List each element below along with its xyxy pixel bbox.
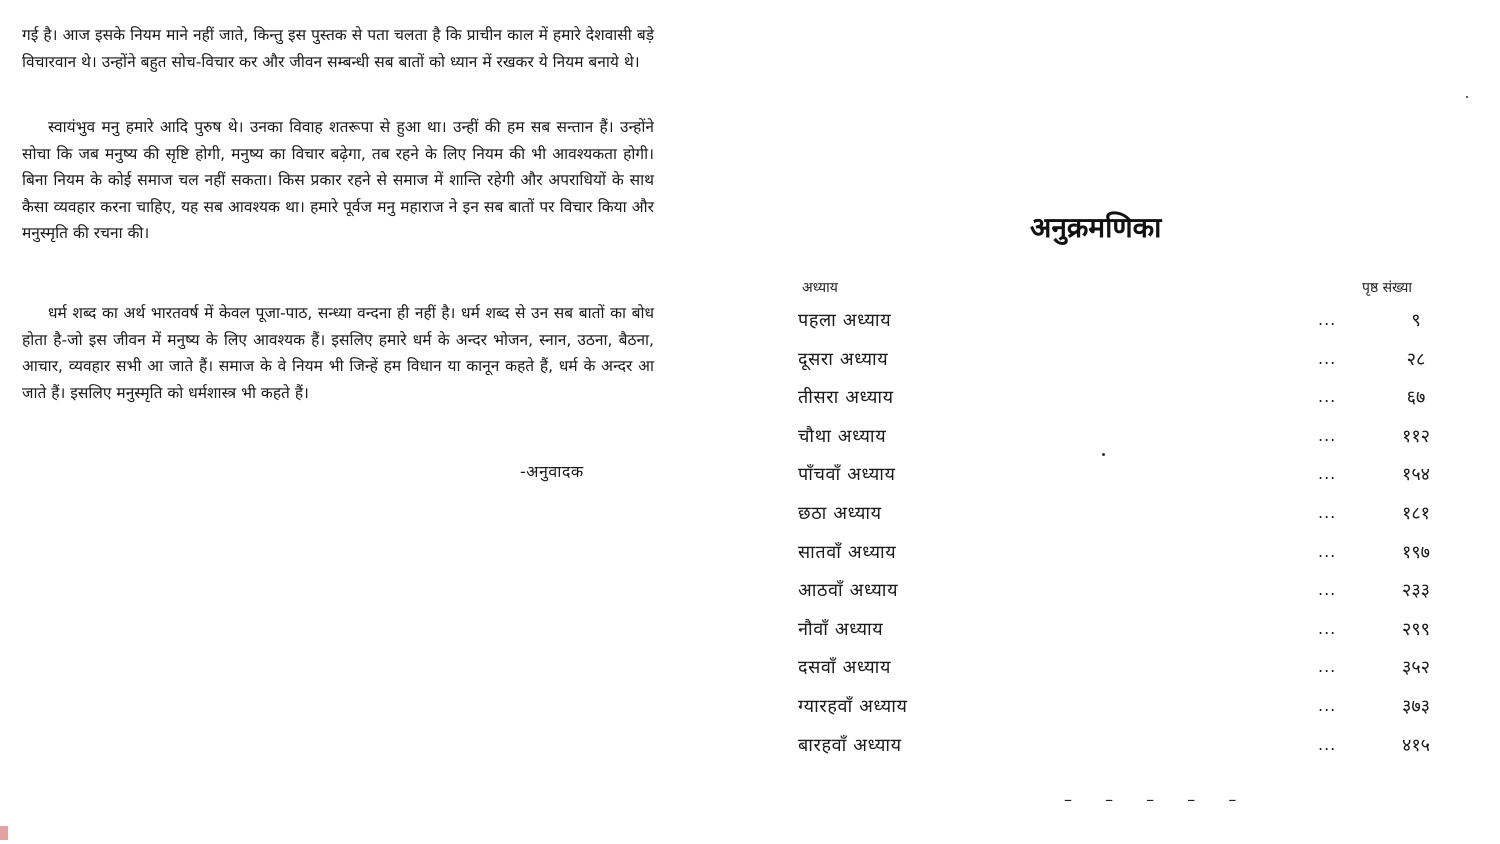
toc-leader-dots: ... [1318, 425, 1337, 445]
paragraph-2: स्वायंभुव मनु हमारे आदि पुरुष थे। उनका विवाह शतरूपा से हुआ था। उन्हीं की हम सब सन्तान हैं। उन्होंने सोचा कि जब मनुष्य की सृष्टि होगी, मनुष्य का विचार बढ़ेगा, तब रहने के लिए नियम की भी आवश्यकता होगी। बिना नियम के कोई समाज चल नहीं सकता। किस प्रकार रहने से समाज में शान्ति रहेगी और अपराधियों के साथ कैसा व्यवहार करना चाहिए, यह सब आवश्यक था। हमारे पूर्वज मनु महाराज ने इन सब बातों पर विचार किया और मनुस्मृति की रचना की। [22, 118, 654, 242]
left-page [0, 0, 700, 844]
column-header-page: पृष्ठ संख्या [1362, 280, 1413, 296]
toc-chapter-label: दसवाँ अध्याय [798, 657, 891, 679]
toc-row [750, 462, 1500, 492]
toc-leader-dots: ... [1318, 657, 1337, 677]
toc-row [750, 578, 1500, 608]
toc-chapter-label: सातवाँ अध्याय [798, 541, 897, 563]
toc-title: अनुक्रमणिका [1030, 211, 1162, 244]
print-speck [1466, 96, 1468, 98]
toc-row [750, 385, 1500, 415]
toc-page-number: ९ [1411, 310, 1421, 331]
toc-row [750, 308, 1500, 338]
toc-page-number: १९७ [1401, 541, 1431, 563]
toc-chapter-label: बारहवाँ अध्याय [798, 734, 902, 756]
toc-row [750, 501, 1500, 531]
print-speck [1102, 453, 1105, 456]
paragraph-1: गई है। आज इसके नियम माने नहीं जाते, किन्तु इस पुस्तक से पता चलता है कि प्राचीन काल में हमारे देशवासी बड़े विचारवान थे। उन्होंने बहुत सोच-विचार कर और जीवन सम्बन्धी सब बातों को ध्यान में रखकर ये नियम बनाये थे। [22, 26, 654, 71]
toc-row [750, 617, 1500, 647]
toc-row [750, 733, 1500, 763]
toc-page-number: २३३ [1401, 580, 1431, 602]
toc-chapter-label: पहला अध्याय [798, 310, 892, 331]
toc-leader-dots: ... [1318, 696, 1337, 715]
toc-leader-dots: ... [1318, 503, 1337, 522]
paragraph-3: धर्म शब्द का अर्थ भारतवर्ष में केवल पूजा-पाठ, सन्ध्या वन्दना ही नहीं है। धर्म शब्द से उन सब बातों का बोध होता है-जो इस जीवन में मनुष्य के लिए आवश्यक हैं। इसलिए हमारे धर्म के अन्दर भोजन, स्नान, उठना, बैठना, आचार, व्यवहार सभी आ जाते हैं। समाज के वे नियम भी जिन्हें हम विधान या कानून कहते हैं, धर्म के अन्दर आ जाते हैं। इसलिए मनुस्मृति को धर्मशास्त्र भी कहते हैं। [22, 304, 654, 402]
translator-signature: -अनुवादक [520, 462, 584, 481]
toc-page-number: ४१५ [1401, 734, 1431, 756]
toc-chapter-label: चौथा अध्याय [798, 425, 887, 447]
toc-leader-dots: ... [1318, 541, 1337, 561]
toc-row [750, 655, 1500, 685]
toc-row [750, 424, 1500, 454]
toc-leader-dots: ... [1318, 464, 1337, 484]
toc-chapter-label: ग्यारहवाँ अध्याय [798, 696, 908, 717]
toc-leader-dots: ... [1318, 348, 1337, 368]
toc-page-number: १८१ [1401, 503, 1431, 524]
toc-page-number: ६७ [1406, 387, 1426, 409]
toc-leader-dots: ... [1318, 387, 1337, 407]
toc-page-number: २९९ [1401, 618, 1431, 640]
toc-chapter-label: पाँचवाँ अध्याय [798, 464, 896, 486]
right-page [750, 0, 1500, 844]
end-dashes: – – – – – [1064, 790, 1251, 809]
toc-page-number: १५४ [1401, 464, 1431, 486]
toc-row [750, 347, 1500, 377]
toc-leader-dots: ... [1318, 618, 1337, 638]
page-edge-mark [0, 826, 8, 840]
toc-leader-dots: ... [1318, 580, 1337, 600]
toc-leader-dots: ... [1318, 734, 1337, 754]
toc-leader-dots: ... [1318, 310, 1337, 329]
toc-chapter-label: दूसरा अध्याय [798, 348, 889, 370]
toc-chapter-label: नौवाँ अध्याय [798, 618, 884, 640]
toc-row [750, 540, 1500, 570]
column-header-chapter: अध्याय [802, 280, 838, 296]
toc-chapter-label: छठा अध्याय [798, 503, 882, 524]
toc-page-number: ३५२ [1401, 657, 1431, 679]
toc-chapter-label: आठवाँ अध्याय [798, 580, 899, 602]
toc-page-number: ११२ [1401, 425, 1431, 447]
toc-chapter-label: तीसरा अध्याय [798, 387, 894, 409]
toc-row [750, 694, 1500, 724]
toc-page-number: २८ [1406, 348, 1426, 370]
toc-page-number: ३७३ [1401, 696, 1431, 717]
